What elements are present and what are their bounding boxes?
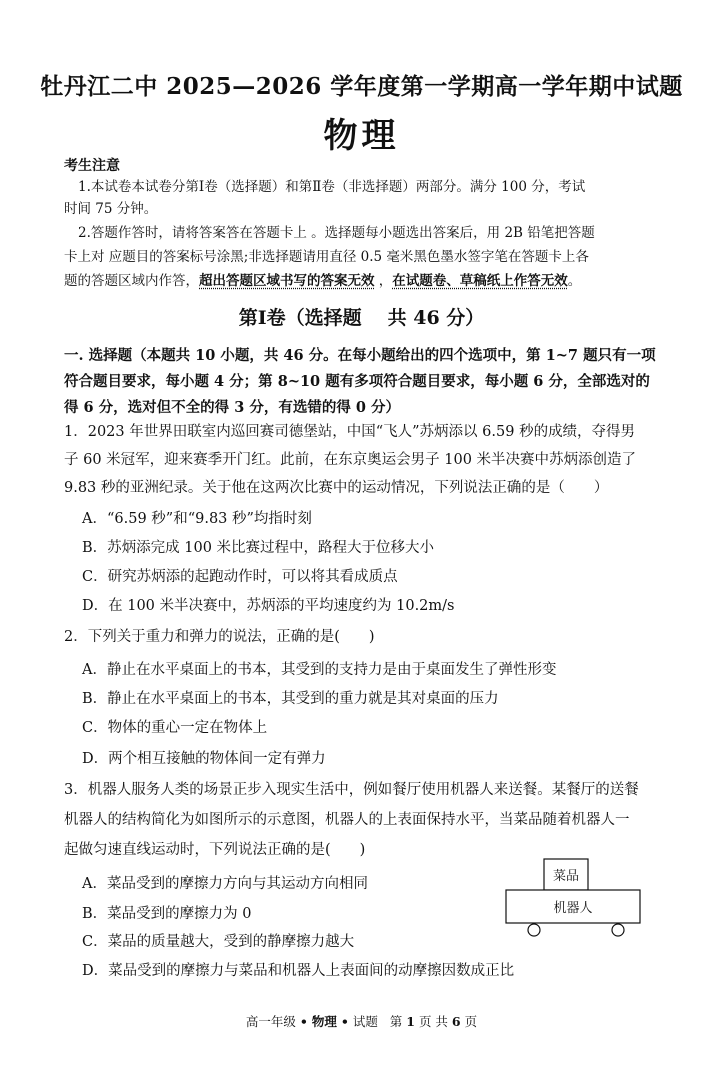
dish-label: 菜品 xyxy=(552,869,580,884)
robot-diagram xyxy=(504,858,644,940)
footer-dot-1: • xyxy=(299,1014,308,1029)
footer-page-number: 1 xyxy=(406,1014,415,1029)
q2-option-d: D．两个相互接触的物体间一定有弹力 xyxy=(82,751,326,767)
section-title-right: 共 46 分） xyxy=(387,307,485,329)
notes-heading: 考生注意 xyxy=(64,158,120,174)
notes-emphasis-1: 超出答题区域书写的答案无效 xyxy=(199,273,375,289)
footer-page-mid: 页 共 xyxy=(418,1014,448,1029)
footer-exam: 试题 xyxy=(352,1014,378,1029)
q3-stem-line-3: 起做匀速直线运动时，下列说法正确的是( ) xyxy=(64,842,366,858)
footer-page-total: 6 xyxy=(451,1014,461,1029)
notes-line-4 xyxy=(64,270,581,292)
footer-page-prefix: 第 xyxy=(389,1014,403,1029)
instructions-line-2: 符合题目要求，每小题 4 分；第 8~10 题有多项符合题目要求，每小题 6 分，全部选对的 xyxy=(64,373,650,390)
q2-option-a: A．静止在水平桌面上的书本，其受到的支持力是由于桌面发生了弹性形变 xyxy=(82,662,557,678)
notes-line-2: 2.答题作答时，请将答案答在答题卡上 。选择题每小题选出答案后，用 2B 铅笔把答题 xyxy=(78,225,595,241)
q3-option-c: C．菜品的质量越大，受到的静摩擦力越大 xyxy=(82,934,355,950)
q1-option-a: A．“6.59 秒”和“9.83 秒”均指时刻 xyxy=(82,511,312,527)
q3-option-d: D．菜品受到的摩擦力与菜品和机器人上表面间的动摩擦因数成正比 xyxy=(82,963,515,979)
q2-option-b: B．静止在水平桌面上的书本，其受到的重力就是其对桌面的压力 xyxy=(82,691,499,707)
instructions-line-1: 一. 选择题（本题共 10 小题，共 46 分。在每小题给出的四个选项中，第 1~7 题只有一项 xyxy=(64,347,656,364)
footer-subject: 物理 xyxy=(311,1014,337,1029)
q3-option-b: B．菜品受到的摩擦力为 0 xyxy=(82,906,252,922)
notes-emphasis-2: 在试题卷、草稿纸上作答无效 xyxy=(392,273,568,289)
instructions-line-3: 得 6 分，选对但不全的得 3 分，有选错的得 0 分） xyxy=(64,399,401,416)
robot-label: 机器人 xyxy=(553,901,593,916)
q2-stem-line-1: 2．下列关于重力和弹力的说法，正确的是( ) xyxy=(64,629,375,645)
q1-option-d: D．在 100 米半决赛中，苏炳添的平均速度约为 10.2m/s xyxy=(82,598,455,614)
section-title xyxy=(0,303,723,330)
footer-dot-2: • xyxy=(340,1014,349,1029)
notes-line-4-sep: ， xyxy=(374,273,393,289)
footer-grade: 高一年级 xyxy=(245,1014,296,1029)
page-footer xyxy=(0,1012,723,1030)
robot-wheel-right xyxy=(612,924,624,936)
exam-title: 牡丹江二中 2025—2026 学年度第一学期高一学年期中试题 xyxy=(40,73,683,100)
q3-stem-line-2: 机器人的结构简化为如图所示的示意图，机器人的上表面保持水平，当菜品随着机器人一 xyxy=(64,812,630,828)
robot-wheel-left xyxy=(528,924,540,936)
section-title-left: 第Ⅰ卷（选择题 xyxy=(238,307,362,329)
notes-line-3: 卡上对 应题目的答案标号涂黑;非选择题请用直径 0.5 毫米黑色墨水签字笔在答题卡上各 xyxy=(64,249,589,265)
notes-line-4-prefix: 题的答题区域内作答， xyxy=(64,273,199,289)
q1-option-b: B．苏炳添完成 100 米比赛过程中，路程大于位移大小 xyxy=(82,540,435,556)
notes-line-1: 1.本试卷本试卷分第Ⅰ卷（选择题）和第Ⅱ卷（非选择题）两部分。满分 100 分，考试 xyxy=(78,179,586,195)
q1-stem-line-3: 9.83 秒的亚洲纪录。关于他在这两次比赛中的运动情况，下列说法正确的是（ ） xyxy=(64,480,609,496)
q1-option-c: C．研究苏炳添的起跑动作时，可以将其看成质点 xyxy=(82,569,398,585)
q3-option-a: A．菜品受到的摩擦力方向与其运动方向相同 xyxy=(82,876,368,892)
q1-stem-line-1: 1．2023 年世界田联室内巡回赛司德堡站，中国“飞人”苏炳添以 6.59 秒的成绩，夺得男 xyxy=(64,424,636,440)
notes-line-4-end: 。 xyxy=(567,273,582,289)
notes-line-1b: 时间 75 分钟。 xyxy=(64,201,158,217)
q1-stem-line-2: 子 60 米冠军，迎来赛季开门红。此前，在东京奥运会男子 100 米半决赛中苏炳添创造了 xyxy=(64,452,637,468)
subject-title: 物理 xyxy=(323,116,400,156)
footer-page-suffix: 页 xyxy=(464,1014,478,1029)
q2-option-c: C．物体的重心一定在物体上 xyxy=(82,720,268,736)
q3-stem-line-1: 3．机器人服务人类的场景正步入现实生活中，例如餐厅使用机器人来送餐。某餐厅的送餐 xyxy=(64,782,639,798)
